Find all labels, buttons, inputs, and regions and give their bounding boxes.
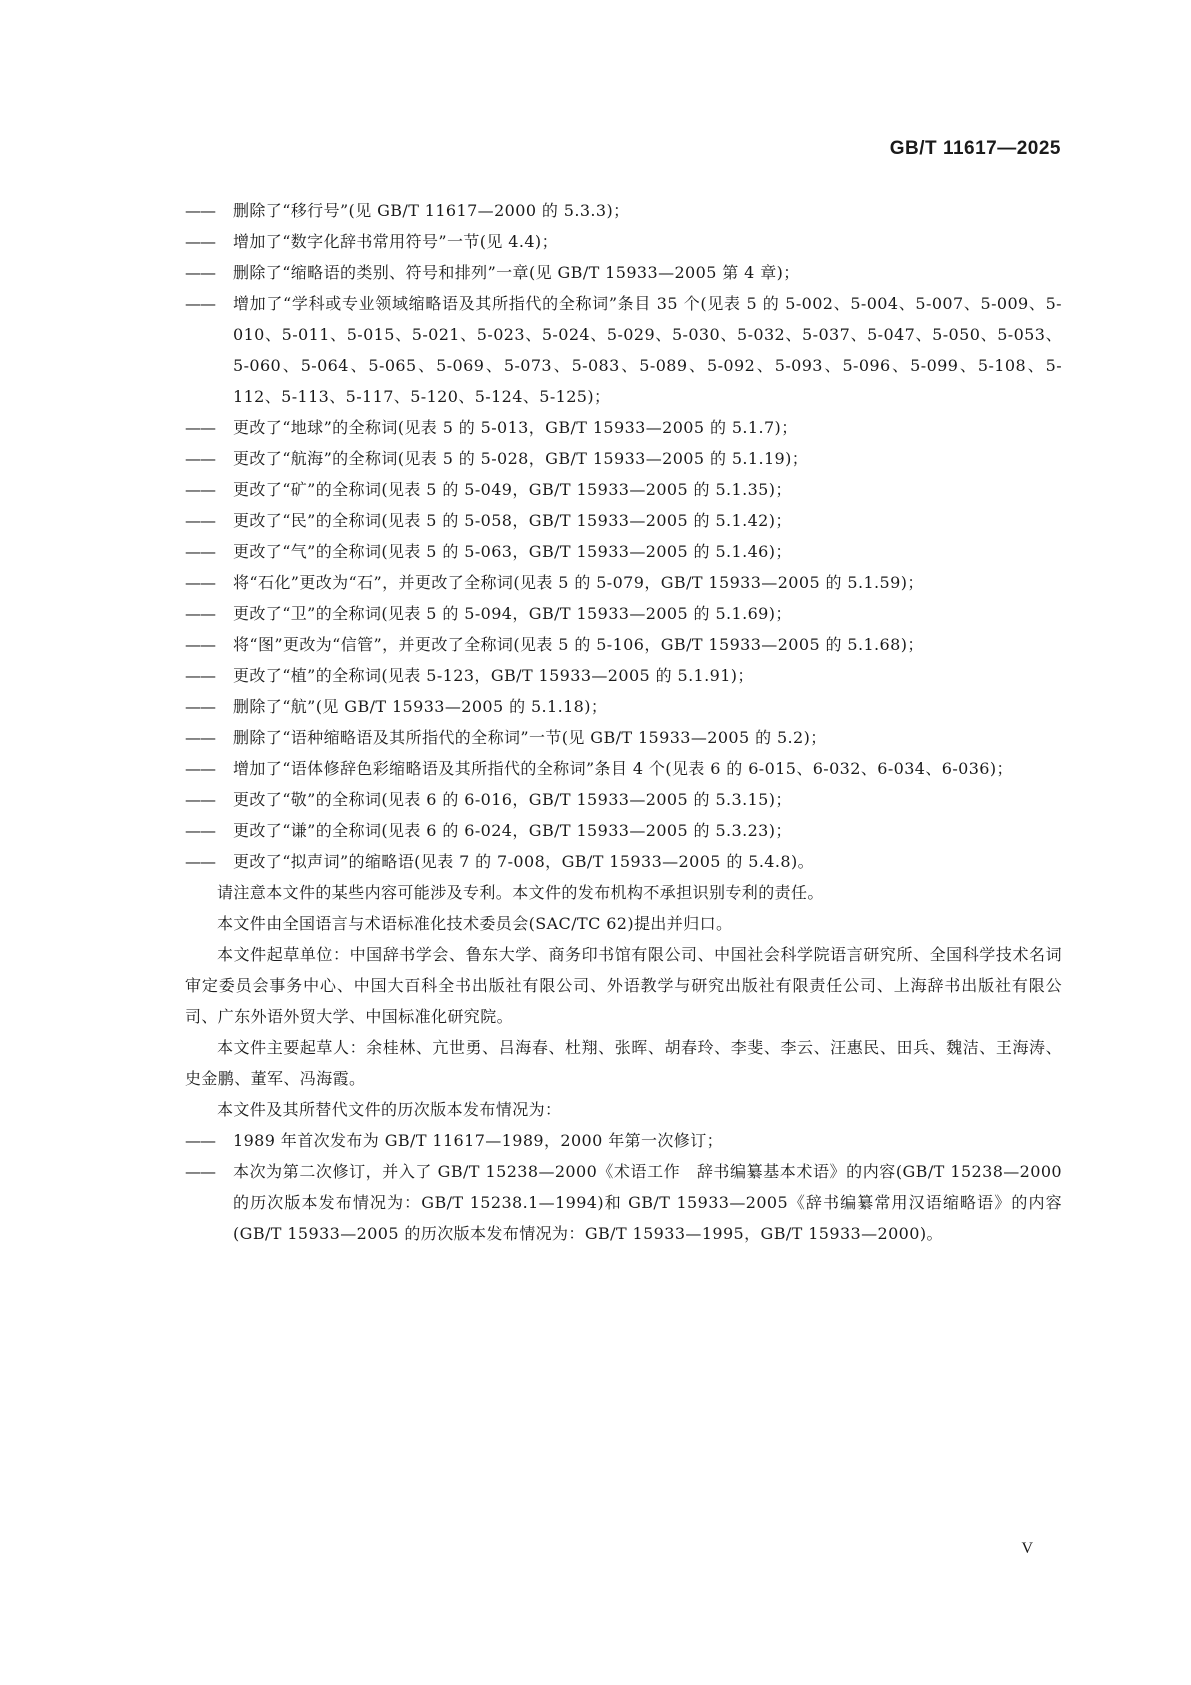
history-list (185, 1125, 1062, 1249)
change-list (185, 195, 1062, 877)
change-text: 更改了“植”的全称词(见表 5-123，GB/T 15933—2005 的 5.1.91)； (233, 666, 754, 685)
change-item (185, 660, 1062, 691)
patent-notice: 请注意本文件的某些内容可能涉及专利。本文件的发布机构不承担识别专利的责任。 (217, 883, 824, 902)
change-item (185, 629, 1062, 660)
dash-marker: —— (185, 201, 215, 220)
change-item (185, 257, 1062, 288)
change-text: 增加了“语体修辞色彩缩略语及其所指代的全称词”条目 4 个(见表 6 的 6-015、6-032、6-034、6-036)； (233, 759, 1013, 778)
dash-marker: —— (185, 821, 215, 840)
change-item (185, 598, 1062, 629)
change-item (185, 753, 1062, 784)
change-item (185, 288, 1062, 412)
change-item (185, 846, 1062, 877)
history-intro: 本文件及其所替代文件的历次版本发布情况为： (217, 1100, 562, 1119)
dash-marker: —— (185, 294, 215, 313)
change-item (185, 226, 1062, 257)
change-text: 更改了“谦”的全称词(见表 6 的 6-024，GB/T 15933—2005 的 5.3.23)； (233, 821, 792, 840)
change-text: 删除了“缩略语的类别、符号和排列”一章(见 GB/T 15933—2005 第 4 章)； (233, 263, 800, 282)
dash-marker: —— (185, 790, 215, 809)
dash-marker: —— (185, 573, 215, 592)
history-text: 1989 年首次发布为 GB/T 11617—1989，2000 年第一次修订； (233, 1131, 724, 1150)
history-item (185, 1156, 1062, 1249)
dash-marker: —— (185, 635, 215, 654)
change-item (185, 815, 1062, 846)
dash-marker: —— (185, 449, 215, 468)
dash-marker: —— (185, 232, 215, 251)
dash-marker: —— (185, 511, 215, 530)
change-text: 更改了“矿”的全称词(见表 5 的 5-049，GB/T 15933—2005 的 5.1.35)； (233, 480, 792, 499)
dash-marker: —— (185, 480, 215, 499)
change-text: 增加了“学科或专业领域缩略语及其所指代的全称词”条目 35 个(见表 5 的 5-002、5-004、5-007、5-009、5-010、5-011、5-015、5-021、5-023、5-024、5-029、5-030、5-032、5-037、5-047、5-050、5-053、5-060、5-064、5-065、5-069、5-073、5-083、5-089、5-092、5-093、5-096、5-099、5-108、5-112、5-113、5-117、5-120、5-124、5-125)； (233, 294, 1062, 406)
change-text: 增加了“数字化辞书常用符号”一节(见 4.4)； (233, 232, 558, 251)
drafting-units: 本文件起草单位：中国辞书学会、鲁东大学、商务印书馆有限公司、中国社会科学院语言研究所、全国科学技术名词审定委员会事务中心、中国大百科全书出版社有限公司、外语教学与研究出版社有限责任公司、上海辞书出版社有限公司、广东外语外贸大学、中国标准化研究院。 (185, 945, 1062, 1026)
dash-marker: —— (185, 728, 215, 747)
document-body (185, 195, 1062, 1249)
document-code: GB/T 11617—2025 (889, 138, 1061, 159)
proposer-statement: 本文件由全国语言与术语标准化技术委员会(SAC/TC 62)提出并归口。 (217, 914, 733, 933)
change-text: 将“石化”更改为“石”，并更改了全称词(见表 5 的 5-079，GB/T 15933—2005 的 5.1.59)； (233, 573, 924, 592)
change-item (185, 412, 1062, 443)
change-item (185, 567, 1062, 598)
change-text: 删除了“移行号”(见 GB/T 11617—2000 的 5.3.3)； (233, 201, 630, 220)
dash-marker: —— (185, 852, 215, 871)
history-text: 本次为第二次修订，并入了 GB/T 15238—2000《术语工作 辞书编纂基本术语》的内容(GB/T 15238—2000 的历次版本发布情况为：GB/T 15238.1—1994)和 GB/T 15933—2005《辞书编纂常用汉语缩略语》的内容(GB/T 15933—2005 的历次版本发布情况为：GB/T 15933—1995，GB/T 15933—2000)。 (233, 1162, 1062, 1243)
change-item (185, 195, 1062, 226)
change-text: 更改了“敬”的全称词(见表 6 的 6-016，GB/T 15933—2005 的 5.3.15)； (233, 790, 792, 809)
change-text: 更改了“气”的全称词(见表 5 的 5-063，GB/T 15933—2005 的 5.1.46)； (233, 542, 792, 561)
change-text: 更改了“地球”的全称词(见表 5 的 5-013，GB/T 15933—2005 的 5.1.7)； (233, 418, 798, 437)
dash-marker: —— (185, 263, 215, 282)
dash-marker: —— (185, 666, 215, 685)
dash-marker: —— (185, 604, 215, 623)
change-text: 删除了“航”(见 GB/T 15933—2005 的 5.1.18)； (233, 697, 608, 716)
change-text: 更改了“航海”的全称词(见表 5 的 5-028，GB/T 15933—2005 的 5.1.19)； (233, 449, 809, 468)
dash-marker: —— (185, 418, 215, 437)
dash-marker: —— (185, 759, 215, 778)
change-item (185, 474, 1062, 505)
change-item (185, 784, 1062, 815)
page-number: V (1021, 1540, 1033, 1557)
dash-marker: —— (185, 697, 215, 716)
change-text: 更改了“卫”的全称词(见表 5 的 5-094，GB/T 15933—2005 的 5.1.69)； (233, 604, 792, 623)
change-item (185, 505, 1062, 536)
dash-marker: —— (185, 542, 215, 561)
change-item (185, 691, 1062, 722)
change-text: 将“图”更改为“信管”，并更改了全称词(见表 5 的 5-106，GB/T 15933—2005 的 5.1.68)； (233, 635, 924, 654)
change-text: 更改了“拟声词”的缩略语(见表 7 的 7-008，GB/T 15933—2005 的 5.4.8)。 (233, 852, 814, 871)
change-text: 删除了“语种缩略语及其所指代的全称词”一节(见 GB/T 15933—2005 的 5.2)； (233, 728, 827, 747)
drafters: 本文件主要起草人：余桂林、亢世勇、吕海春、杜翔、张晖、胡春玲、李斐、李云、汪惠民、田兵、魏洁、王海涛、史金鹏、董军、冯海霞。 (185, 1038, 1062, 1088)
dash-marker: —— (185, 1131, 215, 1150)
change-item (185, 722, 1062, 753)
change-text: 更改了“民”的全称词(见表 5 的 5-058，GB/T 15933—2005 的 5.1.42)； (233, 511, 792, 530)
change-item (185, 443, 1062, 474)
dash-marker: —— (185, 1162, 215, 1181)
history-item (185, 1125, 1062, 1156)
change-item (185, 536, 1062, 567)
